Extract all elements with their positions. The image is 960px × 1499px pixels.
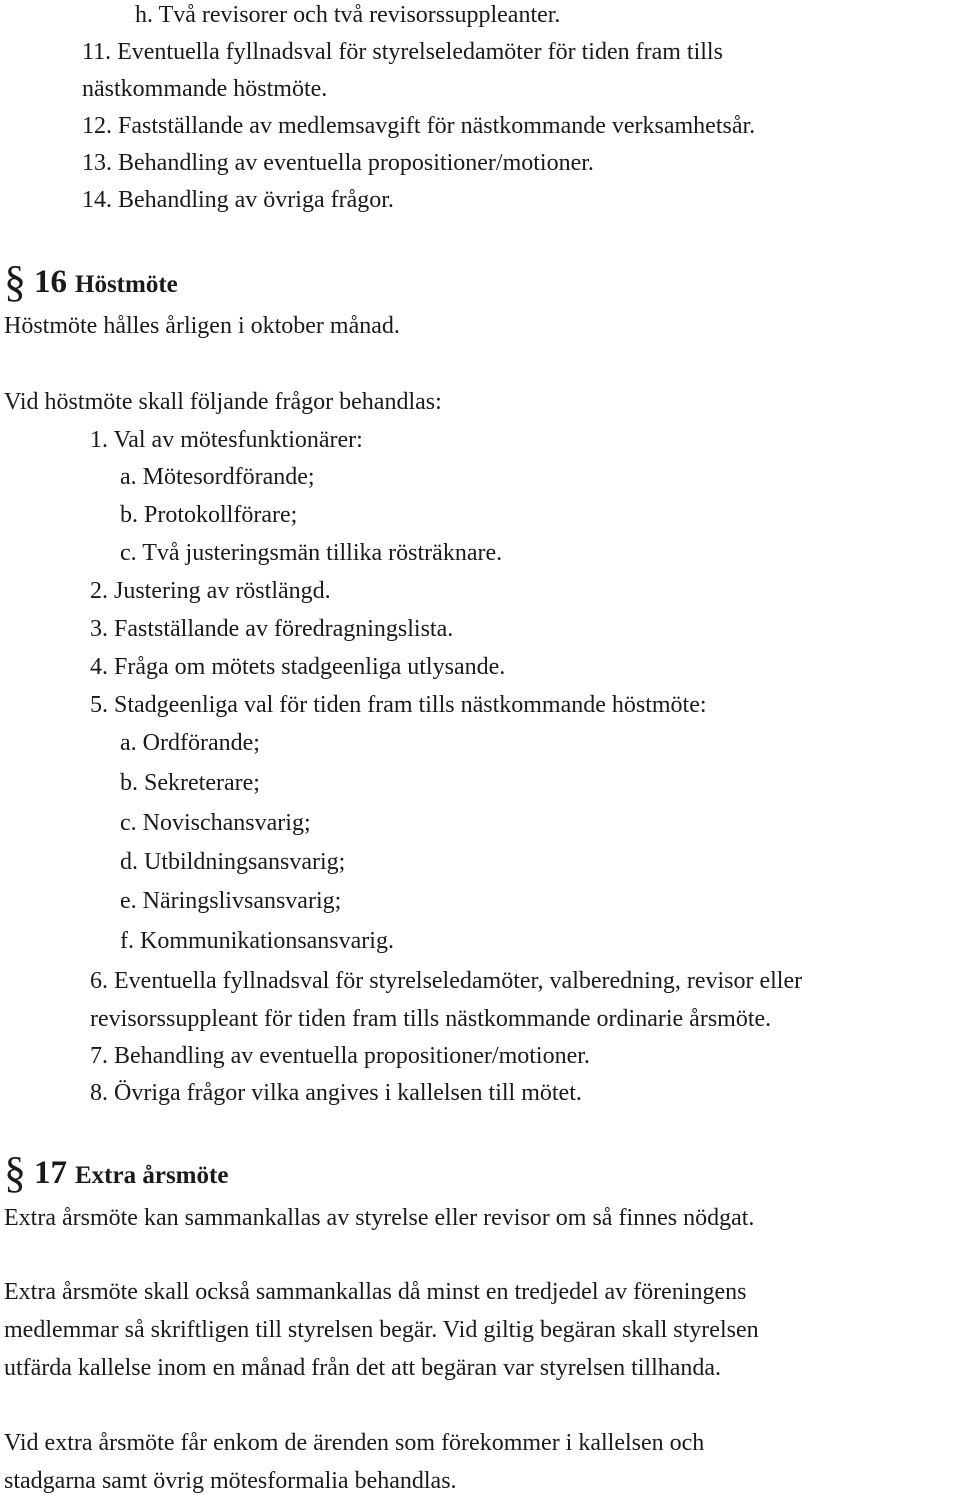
list-item-6-continuation: revisorssuppleant för tiden fram tills nästkommande ordinarie årsmöte. (90, 1006, 772, 1032)
section-sign-icon: § (4, 257, 26, 306)
section-17-paragraph-3-line-2: stadgarna samt övrig mötesformalia behandlas. (4, 1468, 457, 1494)
section-number: 16 (34, 264, 67, 300)
list-item-7: 7. Behandling av eventuella propositioner/motioner. (90, 1043, 590, 1069)
list-item-2: 2. Justering av röstlängd. (90, 578, 331, 604)
list-item-1c: c. Två justeringsmän tillika rösträknare. (120, 540, 503, 566)
list-item-5b: b. Sekreterare; (120, 770, 260, 796)
list-item-11: 11. Eventuella fyllnadsval för styrelseledamöter för tiden fram tills (82, 39, 723, 65)
list-item-h: h. Två revisorer och två revisorssuppleanter. (135, 2, 561, 28)
list-item-5e: e. Näringslivsansvarig; (120, 888, 342, 914)
list-item-8: 8. Övriga frågor vilka angives i kallelsen till mötet. (90, 1080, 582, 1106)
section-title: Extra årsmöte (75, 1162, 229, 1189)
list-item-12: 12. Fastställande av medlemsavgift för nästkommande verksamhetsår. (82, 113, 756, 139)
list-item-1b: b. Protokollförare; (120, 502, 298, 528)
section-17-paragraph-3-line-1: Vid extra årsmöte får enkom de ärenden som förekommer i kallelsen och (4, 1430, 705, 1456)
section-title: Höstmöte (75, 271, 178, 298)
list-item-14: 14. Behandling av övriga frågor. (82, 187, 394, 213)
list-item-13: 13. Behandling av eventuella propositioner/motioner. (82, 150, 594, 176)
section-17-paragraph-2-line-1: Extra årsmöte skall också sammankallas då minst en tredjedel av föreningens (4, 1279, 747, 1305)
section-17-paragraph-2-line-3: utfärda kallelse inom en månad från det att begäran var styrelsen tillhanda. (4, 1355, 722, 1381)
list-item-5: 5. Stadgeenliga val för tiden fram tills nästkommande höstmöte: (90, 692, 707, 718)
section-17-paragraph-2-line-2: medlemmar så skriftligen till styrelsen begär. Vid giltig begäran skall styrelsen (4, 1317, 759, 1343)
list-item-1: 1. Val av mötesfunktionärer: (90, 427, 363, 453)
list-item-3: 3. Fastställande av föredragningslista. (90, 616, 454, 642)
list-item-5f: f. Kommunikationsansvarig. (120, 928, 394, 954)
section-17-paragraph-1: Extra årsmöte kan sammankallas av styrelse eller revisor om så finnes nödgat. (4, 1205, 755, 1231)
section-16-heading (4, 257, 178, 306)
list-item-5d: d. Utbildningsansvarig; (120, 849, 346, 875)
list-item-5c: c. Novischansvarig; (120, 810, 311, 836)
section-16-lead: Vid höstmöte skall följande frågor behandlas: (4, 389, 442, 415)
section-number: 17 (34, 1155, 67, 1191)
list-item-1a: a. Mötesordförande; (120, 464, 315, 490)
section-sign-icon: § (4, 1148, 26, 1197)
list-item-11-continuation: nästkommande höstmöte. (82, 76, 328, 102)
list-item-6: 6. Eventuella fyllnadsval för styrelseledamöter, valberedning, revisor eller (90, 968, 803, 994)
list-item-5a: a. Ordförande; (120, 730, 260, 756)
list-item-4: 4. Fråga om mötets stadgeenliga utlysande. (90, 654, 506, 680)
section-17-heading (4, 1148, 229, 1197)
section-16-intro: Höstmöte hålles årligen i oktober månad. (4, 313, 400, 339)
